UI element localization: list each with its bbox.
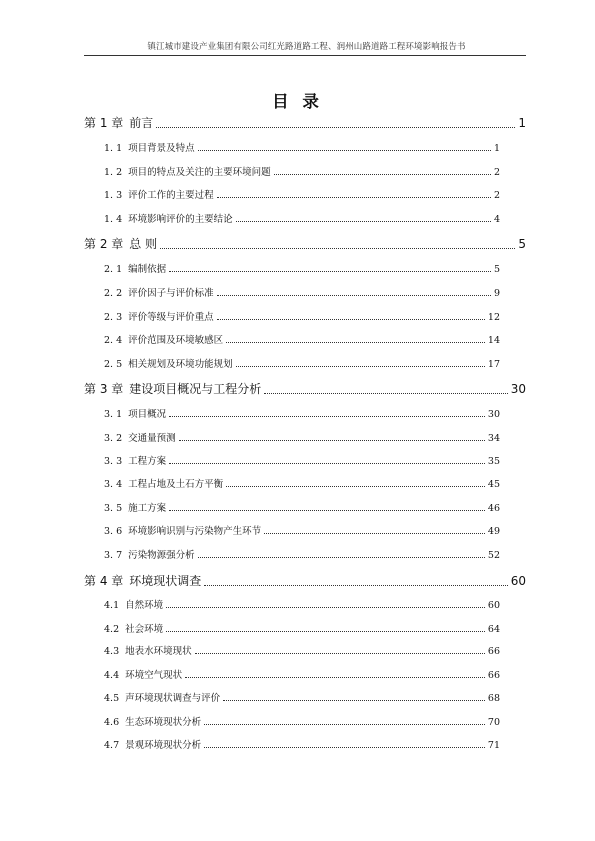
dot-leader [236,366,485,367]
toc-page-number: 5 [518,237,526,251]
toc-section-entry[interactable] [104,737,500,751]
toc-chapter-entry[interactable] [84,235,526,252]
dot-leader [264,533,485,534]
toc-entry-label: 相关规划及环境功能规划 [128,359,233,370]
toc-page-number: 64 [487,624,500,635]
toc-page-number: 45 [487,479,500,490]
toc-chapter-entry[interactable] [84,572,526,589]
dot-leader [217,197,491,198]
toc-page-number: 1 [493,143,500,154]
dot-leader [179,440,485,441]
dot-leader [226,486,485,487]
toc-entry-number: 3. 7 [104,550,123,561]
toc-page-number: 35 [487,456,500,467]
dot-leader [166,631,485,632]
dot-leader [223,700,485,701]
toc-section-entry[interactable] [104,453,500,467]
toc-title: 目 录 [272,92,323,111]
toc-page-number: 46 [487,503,500,514]
toc-entry-number: 3. 4 [104,479,123,490]
dot-leader [217,295,491,296]
toc-entry-number: 4.4 [104,670,120,681]
toc-entry-number: 2. 3 [104,312,123,323]
toc-entry-label: 声环境现状调查与评价 [125,693,221,704]
toc-entry-label: 社会环境 [125,624,164,635]
toc-entry-number: 2. 5 [104,359,123,370]
toc-entry-label: 施工方案 [128,503,167,514]
toc-entry-label: 总 则 [129,237,158,251]
toc-entry-number: 第 4 章 [84,574,124,588]
toc-entry-number: 1. 2 [104,167,123,178]
toc-page-number: 30 [510,382,526,396]
toc-entry-number: 3. 6 [104,526,123,537]
toc-entry-label: 交通量预测 [128,433,176,444]
toc-page-number: 68 [487,693,500,704]
toc-entry-number: 第 1 章 [84,116,124,130]
toc-entry-label: 景观环境现状分析 [125,740,202,751]
page-header: 镇江城市建设产业集团有限公司红光路道路工程、润州山路道路工程环境影响报告书 [147,42,466,52]
toc-entry-label: 前言 [129,116,154,130]
toc-section-entry[interactable] [104,406,500,420]
toc-section-entry[interactable] [104,309,500,323]
toc-page-number: 70 [487,717,500,728]
toc-entry-number: 4.7 [104,740,120,751]
toc-section-entry[interactable] [104,164,500,178]
toc-page-number: 66 [487,646,500,657]
toc-page-number: 66 [487,670,500,681]
toc-entry-label: 环境现状调查 [129,574,202,588]
dot-leader [185,677,485,678]
toc-entry-label: 评价等级与评价重点 [128,312,214,323]
toc-section-entry[interactable] [104,285,500,299]
toc-entry-number: 4.3 [104,646,120,657]
toc-page-number: 60 [510,574,526,588]
toc-section-entry[interactable] [104,140,500,154]
toc-entry-label: 评价范围及环境敏感区 [128,335,224,346]
toc-entry-number: 4.6 [104,717,120,728]
toc-page-number: 52 [487,550,500,561]
dot-leader [274,174,491,175]
toc-entry-number: 2. 2 [104,288,123,299]
toc-entry-number: 4.2 [104,624,120,635]
toc-entry-number: 4.1 [104,600,120,611]
toc-entry-number: 4.5 [104,693,120,704]
toc-entry-label: 污染物源强分析 [128,550,195,561]
toc-entry-number: 3. 5 [104,503,123,514]
dot-leader [204,724,485,725]
toc-page-number: 4 [493,214,500,225]
dot-leader [169,271,491,272]
toc-section-entry[interactable] [104,261,500,275]
toc-section-entry[interactable] [104,714,500,728]
toc-entry-number: 2. 4 [104,335,123,346]
toc-section-entry[interactable] [104,476,500,490]
dot-leader [169,463,485,464]
dot-leader [166,607,485,608]
toc-entry-label: 项目概况 [128,409,167,420]
toc-section-entry[interactable] [104,643,500,657]
toc-chapter-entry[interactable] [84,114,526,131]
toc-page-number: 5 [493,264,500,275]
toc-section-entry[interactable] [104,667,500,681]
toc-entry-label: 建设项目概况与工程分析 [129,382,262,396]
toc-entry-label: 评价工作的主要过程 [128,190,214,201]
toc-page-number: 34 [487,433,500,444]
toc-section-entry[interactable] [104,500,500,514]
toc-page-number: 60 [487,600,500,611]
toc-page-number: 2 [493,190,500,201]
toc-section-entry[interactable] [104,523,500,537]
toc-section-entry[interactable] [104,187,500,201]
toc-entry-number: 1. 4 [104,214,123,225]
dot-leader [204,585,507,586]
toc-page-number: 2 [493,167,500,178]
toc-entry-number: 第 2 章 [84,237,124,251]
toc-entry-number: 3. 2 [104,433,123,444]
toc-entry-label: 工程占地及土石方平衡 [128,479,224,490]
toc-entry-label: 环境空气现状 [125,670,183,681]
toc-section-entry[interactable] [104,547,500,561]
dot-leader [198,150,491,151]
toc-entry-label: 环境影响评价的主要结论 [128,214,233,225]
toc-entry-label: 生态环境现状分析 [125,717,202,728]
toc-section-entry[interactable] [104,356,500,370]
toc-page-number: 12 [487,312,500,323]
dot-leader [169,416,485,417]
toc-page-number: 9 [493,288,500,299]
toc-entry-number: 3. 3 [104,456,123,467]
toc-page-number: 71 [487,740,500,751]
toc-entry-number: 3. 1 [104,409,123,420]
toc-entry-label: 评价因子与评价标准 [128,288,214,299]
toc-section-entry[interactable] [104,597,500,611]
toc-entry-label: 项目的特点及关注的主要环境问题 [128,167,271,178]
toc-entry-label: 地表水环境现状 [125,646,192,657]
dot-leader [156,127,515,128]
toc-entry-number: 第 3 章 [84,382,124,396]
dot-leader [264,393,507,394]
toc-entry-label: 项目背景及特点 [128,143,195,154]
toc-page-number: 1 [518,116,526,130]
dot-leader [198,557,485,558]
toc-section-entry[interactable] [104,690,500,704]
toc-entry-label: 工程方案 [128,456,167,467]
dot-leader [236,221,491,222]
toc-entry-label: 环境影响识别与污染物产生环节 [128,526,262,537]
toc-entry-number: 1. 3 [104,190,123,201]
toc-section-entry[interactable] [104,211,500,225]
toc-entry-label: 编制依据 [128,264,167,275]
toc-page-number: 14 [487,335,500,346]
toc-chapter-entry[interactable] [84,380,526,397]
dot-leader [195,653,485,654]
dot-leader [217,319,485,320]
toc-page-number: 17 [487,359,500,370]
toc-page-number: 30 [487,409,500,420]
dot-leader [204,747,485,748]
toc-entry-label: 自然环境 [125,600,164,611]
toc-entry-number: 2. 1 [104,264,123,275]
dot-leader [169,510,485,511]
header-divider [84,55,526,56]
dot-leader [160,248,515,249]
toc-page-number: 49 [487,526,500,537]
toc-section-entry[interactable] [104,430,500,444]
toc-section-entry[interactable] [104,332,500,346]
toc-section-entry[interactable] [104,621,500,635]
dot-leader [226,342,485,343]
toc-entry-number: 1. 1 [104,143,123,154]
